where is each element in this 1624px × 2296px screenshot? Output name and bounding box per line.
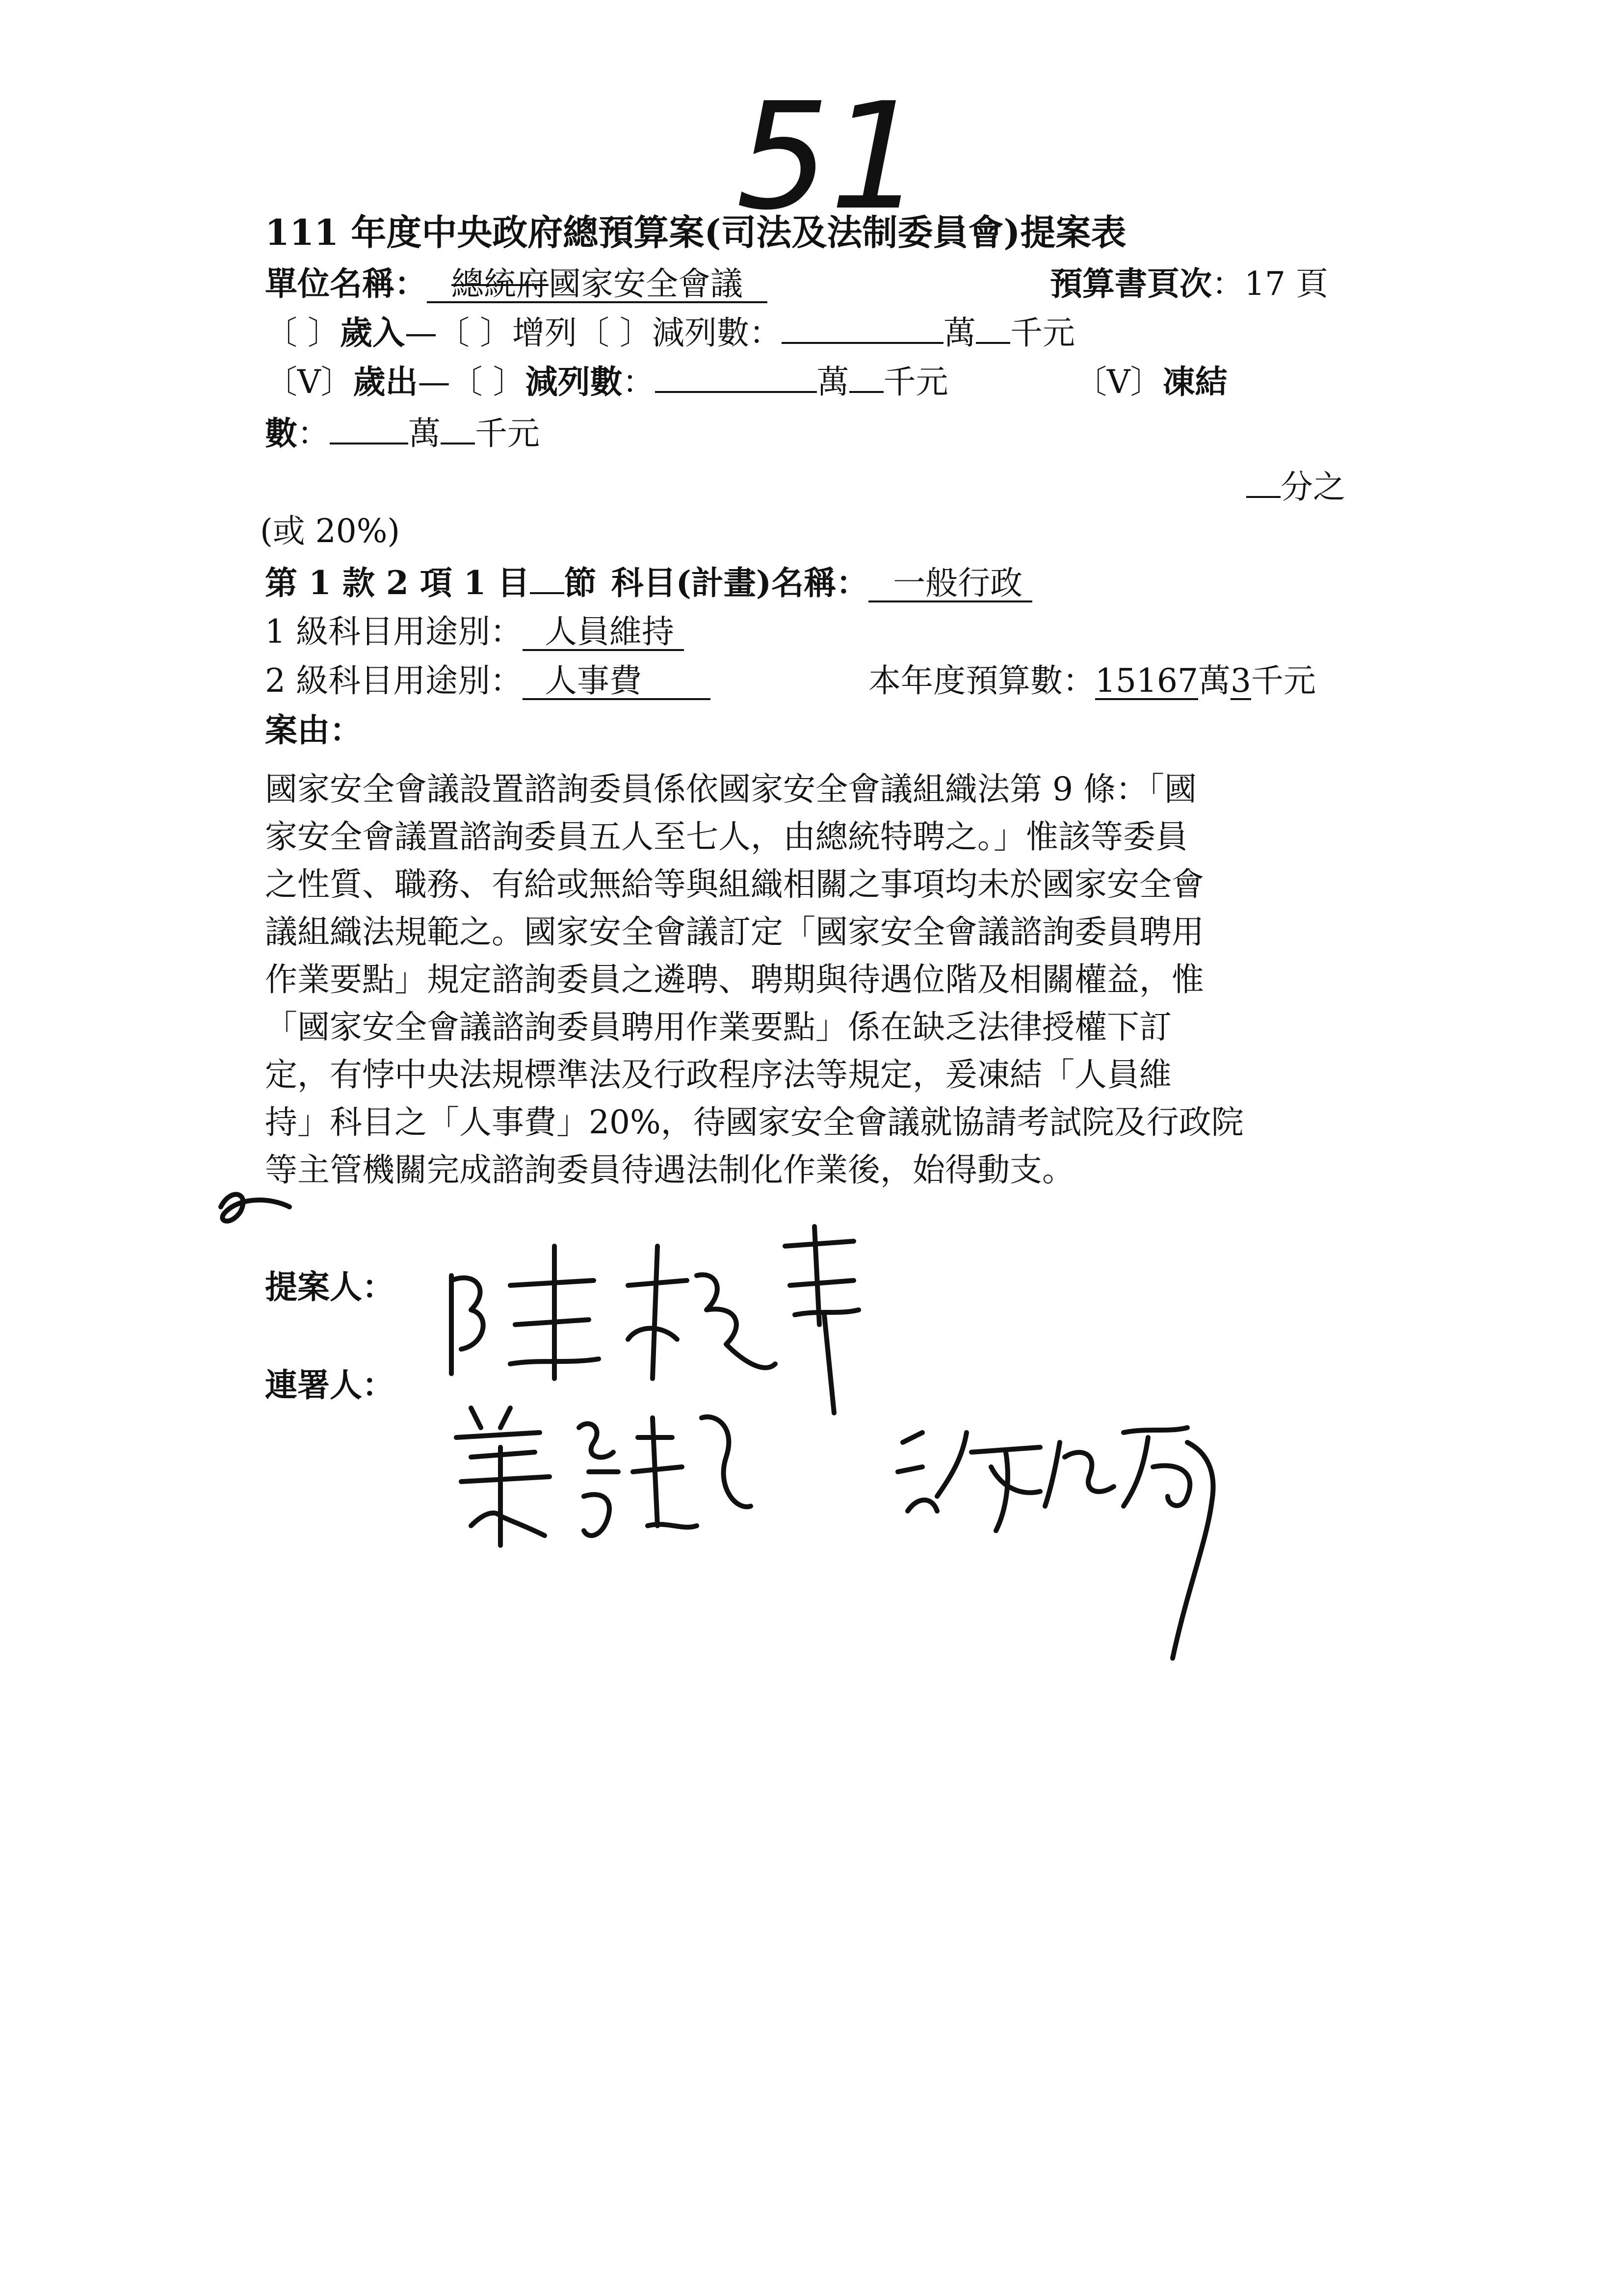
level1-label: 1 級科目用途別： [265,613,523,651]
reason-line: 之性質、職務、有給或無給等與組織相關之事項均未於國家安全會 [265,865,1204,903]
level1-value: 人員維持 [523,616,684,651]
expense-colon: ： [622,363,655,401]
fraction-line [1246,468,1345,506]
budget-amount [868,662,1316,700]
budget-wan: 萬 [1198,662,1231,700]
freeze-checkbox: 〔V〕 [1074,363,1163,401]
reason-label: 案由： [265,711,362,749]
reason-paragraph [265,765,1408,1194]
revenue-qian: 千元 [1010,314,1075,352]
margin-scribble-mark [211,1177,299,1236]
page-ref-value: ：17 頁 [1212,265,1328,303]
unit-struck-prefix: 總統府 [451,265,549,303]
unit-label: 單位名稱： [265,264,427,303]
freeze-amount-label: 數 [265,414,297,452]
category-kuan: 第 1 款 2 項 1 目 [265,564,530,602]
level2-label: 2 級科目用途別： [265,662,523,700]
expense-checkbox: 〔V〕 [265,363,353,401]
level2-value: 人事費 [523,665,710,700]
expense-label: 歲出 [353,363,418,401]
handwritten-page-number: 51 [736,71,923,242]
reason-line: 作業要點」規定諮詢委員之遴聘、聘期與待遇位階及相關權益，惟 [265,961,1204,998]
unit-name [427,265,767,303]
level1-line [265,613,684,651]
fraction-blank [1246,495,1281,498]
expense-wan: 萬 [816,363,849,401]
level2-line [265,662,710,700]
expense-wan-blank [655,390,817,393]
reason-line: 議組織法規範之。國家安全會議訂定「國家安全會議諮詢委員聘用 [265,913,1204,951]
page-ref [1050,264,1328,303]
category-line [265,564,1032,602]
revenue-qian-blank [976,341,1010,344]
budget-label: 本年度預算數： [868,662,1095,700]
fraction-text: 分之 [1281,468,1345,506]
budget-wan-value: 15167 [1095,662,1198,700]
or-percent: (或 20%) [260,512,400,550]
page-ref-label: 預算書頁次 [1050,264,1212,303]
revenue-add-option: 〔 〕增列 [437,314,577,352]
proposer-label: 提案人： [265,1268,394,1306]
freeze-qian-blank [441,442,475,444]
cosigner-signature-2 [893,1413,1266,1668]
expense-qian-blank [849,390,884,393]
freeze-label: 凍結 [1162,363,1228,401]
expense-line [265,363,948,401]
form-title: 111 年度中央政府總預算案(司法及法制委員會)提案表 [265,211,1126,253]
category-jie-blank [530,591,564,594]
expense-option: 〔 〕 [450,363,525,401]
expense-reduce-label: 減列數 [525,363,623,401]
reason-line: 「國家安全會議諮詢委員聘用作業要點」係在缺乏法律授權下訂 [265,1008,1172,1046]
category-name-value: 一般行政 [868,567,1032,602]
reason-line: 持」科目之「人事費」20%，待國家安全會議就協請考試院及行政院 [265,1103,1244,1141]
expense-dash: — [418,363,450,401]
revenue-line [265,313,1075,352]
revenue-reduce-option: 〔 〕減列數： [576,314,782,352]
unit-line [265,264,767,303]
cosigner-label: 連署人： [265,1366,394,1404]
freeze-amount-line [265,414,540,452]
freeze-qian: 千元 [475,415,540,452]
freeze-wan: 萬 [408,415,441,452]
revenue-label: 歲入 [340,313,405,352]
reason-line: 等主管機關完成諮詢委員待遇法制化作業後，始得動支。 [265,1151,1074,1189]
category-jie: 節 [564,564,597,602]
freeze-wan-blank [330,442,408,444]
revenue-wan: 萬 [943,314,976,352]
revenue-wan-blank [782,341,943,344]
cosigner-signature-1 [442,1398,760,1555]
budget-qian-value: 3 [1230,662,1251,700]
unit-name-value: 國家安全會議 [549,265,743,303]
revenue-checkbox: 〔 〕 [265,314,340,352]
revenue-dash: — [404,314,437,352]
freeze-option [1074,363,1228,401]
budget-qian: 千元 [1251,662,1316,700]
reason-line: 國家安全會議設置諮詢委員係依國家安全會議組織法第 9 條：「國 [265,770,1197,808]
category-name-label: 科目(計畫)名稱： [611,564,869,602]
freeze-amount-colon: ： [297,415,330,452]
reason-line: 定，有悖中央法規標準法及行政程序法等規定，爰凍結「人員維 [265,1056,1172,1094]
expense-qian: 千元 [883,363,948,401]
proposer-signature [432,1217,873,1423]
reason-line: 家安全會議置諮詢委員五人至七人，由總統特聘之。」惟該等委員 [265,818,1188,856]
